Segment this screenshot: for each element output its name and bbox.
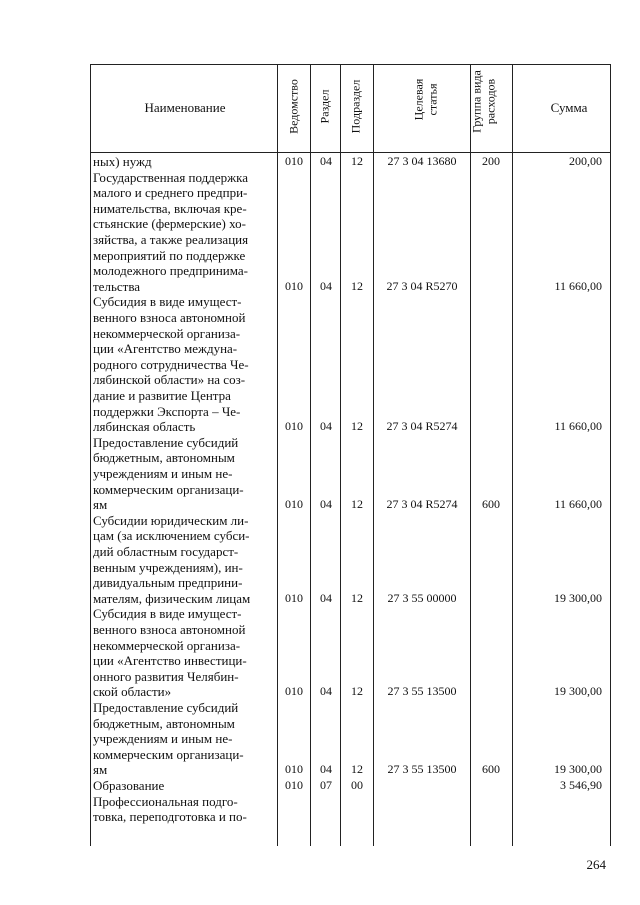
row-name-line: дивидуальным предприни- xyxy=(93,575,243,591)
column-divider xyxy=(470,64,471,846)
header-summa: Сумма xyxy=(550,100,588,115)
row-name-line: бюджетным, автономным xyxy=(93,450,235,466)
row-name-line: малого и среднего предпри- xyxy=(93,185,248,201)
row-gruppa: 200 xyxy=(482,154,500,168)
row-podrazdel: 12 xyxy=(351,590,363,605)
row-podrazdel: 12 xyxy=(351,419,363,434)
row-name-line: ции «Агентство междуна- xyxy=(93,341,238,357)
row-name-line: некоммерческой организа- xyxy=(93,325,241,341)
row-name-line: мателям, физическим лицам xyxy=(93,590,251,606)
table-border-right xyxy=(610,64,611,846)
row-name-line: Предоставление субсидий xyxy=(93,434,239,450)
row-name xyxy=(93,170,273,295)
row-name-line: цам (за исключением субси- xyxy=(93,528,250,544)
row-name-line: Субсидия в виде имущест- xyxy=(93,294,242,310)
column-divider xyxy=(512,64,513,846)
row-name-line: онного развития Челябин- xyxy=(93,668,239,684)
row-name-line: венным учреждениям), ин- xyxy=(93,559,243,575)
row-vedomstvo: 010 xyxy=(285,590,303,605)
column-divider xyxy=(340,64,341,846)
row-razdel: 04 xyxy=(320,419,332,434)
row-name xyxy=(93,606,273,700)
row-name-line: товка, переподготовка и по- xyxy=(93,809,247,825)
row-celevaya: 27 3 04 R5274 xyxy=(386,497,458,512)
row-razdel: 04 xyxy=(320,154,332,168)
row-razdel: 07 xyxy=(320,778,332,792)
row-vedomstvo: 010 xyxy=(285,497,303,512)
row-razdel: 04 xyxy=(320,497,332,512)
header-gruppa-line1: Группа вида xyxy=(469,70,484,133)
header-celevaya-line1: Целевая xyxy=(411,78,426,121)
row-name xyxy=(93,778,273,794)
row-vedomstvo: 010 xyxy=(285,684,303,699)
row-summa: 200,00 xyxy=(569,154,602,168)
row-name-line: родного сотрудничества Че- xyxy=(93,356,249,372)
row-name xyxy=(93,435,273,513)
row-celevaya: 27 3 04 R5270 xyxy=(386,278,458,293)
row-name-line: дий областным государст- xyxy=(93,543,239,559)
row-name-line: учреждениям и иным не- xyxy=(93,465,233,481)
row-name-line: бюджетным, автономным xyxy=(93,715,235,731)
row-celevaya: 27 3 04 13680 xyxy=(387,154,457,168)
row-summa: 11 660,00 xyxy=(554,497,602,512)
header-podrazdel: Подраздел xyxy=(348,79,363,134)
page-number: 264 xyxy=(586,857,606,872)
row-podrazdel: 12 xyxy=(351,497,363,512)
row-name-line: нимательства, включая кре- xyxy=(93,200,247,216)
header-celevaya-line2: статья xyxy=(425,83,440,116)
row-podrazdel: 12 xyxy=(351,684,363,699)
row-name-line: ных) нужд xyxy=(93,154,152,169)
header-vedomstvo: Ведомство xyxy=(286,79,301,134)
row-podrazdel: 12 xyxy=(351,154,363,168)
row-name-line: Образование xyxy=(93,778,165,793)
header-name: Наименование xyxy=(144,100,226,115)
row-celevaya: 27 3 55 13500 xyxy=(387,762,457,777)
row-gruppa: 600 xyxy=(482,762,500,777)
row-name-line: тельства xyxy=(93,278,141,294)
row-name xyxy=(93,154,273,170)
row-name-line: ции «Агентство инвестици- xyxy=(93,653,247,669)
row-name-line: Профессиональная подго- xyxy=(93,793,238,809)
row-podrazdel: 12 xyxy=(351,762,363,777)
row-name-line: поддержки Экспорта – Че- xyxy=(93,403,241,419)
row-celevaya: 27 3 55 00000 xyxy=(387,590,457,605)
row-razdel: 04 xyxy=(320,762,332,777)
column-divider xyxy=(277,64,278,846)
row-summa: 11 660,00 xyxy=(554,278,602,293)
row-name-line: Предоставление субсидий xyxy=(93,700,239,715)
column-divider xyxy=(373,64,374,846)
row-name-line: мероприятий по поддержке xyxy=(93,247,246,263)
row-name xyxy=(93,294,273,434)
row-name-line: Государственная поддержка xyxy=(93,169,249,185)
row-razdel: 04 xyxy=(320,590,332,605)
header-bottom-line xyxy=(90,152,610,153)
row-name-line: лябинской области» на соз- xyxy=(93,372,246,388)
row-name-line: дание и развитие Центра xyxy=(93,387,231,403)
row-name-line: Субсидия в виде имущест- xyxy=(93,606,242,622)
row-name-line: лябинская область xyxy=(93,419,196,435)
row-name-line: коммерческим организаци- xyxy=(93,481,244,497)
column-divider xyxy=(310,64,311,846)
header-razdel: Раздел xyxy=(317,89,332,124)
row-celevaya: 27 3 55 13500 xyxy=(387,684,457,699)
row-name-line: Субсидии юридическим ли- xyxy=(93,512,249,528)
row-celevaya: 27 3 04 R5274 xyxy=(386,419,458,434)
row-vedomstvo: 010 xyxy=(285,154,303,168)
row-vedomstvo: 010 xyxy=(285,778,303,792)
row-name xyxy=(93,513,273,607)
row-name-line: зяйства, а также реализация xyxy=(93,231,249,247)
row-name-line: учреждениям и иным не- xyxy=(93,731,233,747)
row-summa: 19 300,00 xyxy=(554,762,602,777)
row-summa: 3 546,90 xyxy=(560,778,602,792)
row-name-line: ской области» xyxy=(93,684,172,700)
row-summa: 11 660,00 xyxy=(554,419,602,434)
row-name-line: стьянские (фермерские) хо- xyxy=(93,216,246,232)
row-name-line: венного взноса автономной xyxy=(93,621,246,637)
row-name-line: ям xyxy=(93,497,108,513)
row-name-line: венного взноса автономной xyxy=(93,309,246,325)
row-gruppa: 600 xyxy=(482,497,500,512)
row-vedomstvo: 010 xyxy=(285,278,303,293)
row-name xyxy=(93,794,273,825)
row-vedomstvo: 010 xyxy=(285,762,303,777)
row-podrazdel: 12 xyxy=(351,278,363,293)
row-name-line: ям xyxy=(93,762,108,778)
row-podrazdel: 00 xyxy=(351,778,363,792)
row-name-line: молодежного предпринима- xyxy=(93,263,248,279)
row-name xyxy=(93,700,273,778)
row-summa: 19 300,00 xyxy=(554,590,602,605)
row-razdel: 04 xyxy=(320,278,332,293)
row-name-line: некоммерческой организа- xyxy=(93,637,241,653)
row-razdel: 04 xyxy=(320,684,332,699)
table-border-left xyxy=(90,64,91,846)
row-name-line: коммерческим организаци- xyxy=(93,746,244,762)
row-vedomstvo: 010 xyxy=(285,419,303,434)
row-summa: 19 300,00 xyxy=(554,684,602,699)
header-gruppa-line2: расходов xyxy=(483,78,498,125)
